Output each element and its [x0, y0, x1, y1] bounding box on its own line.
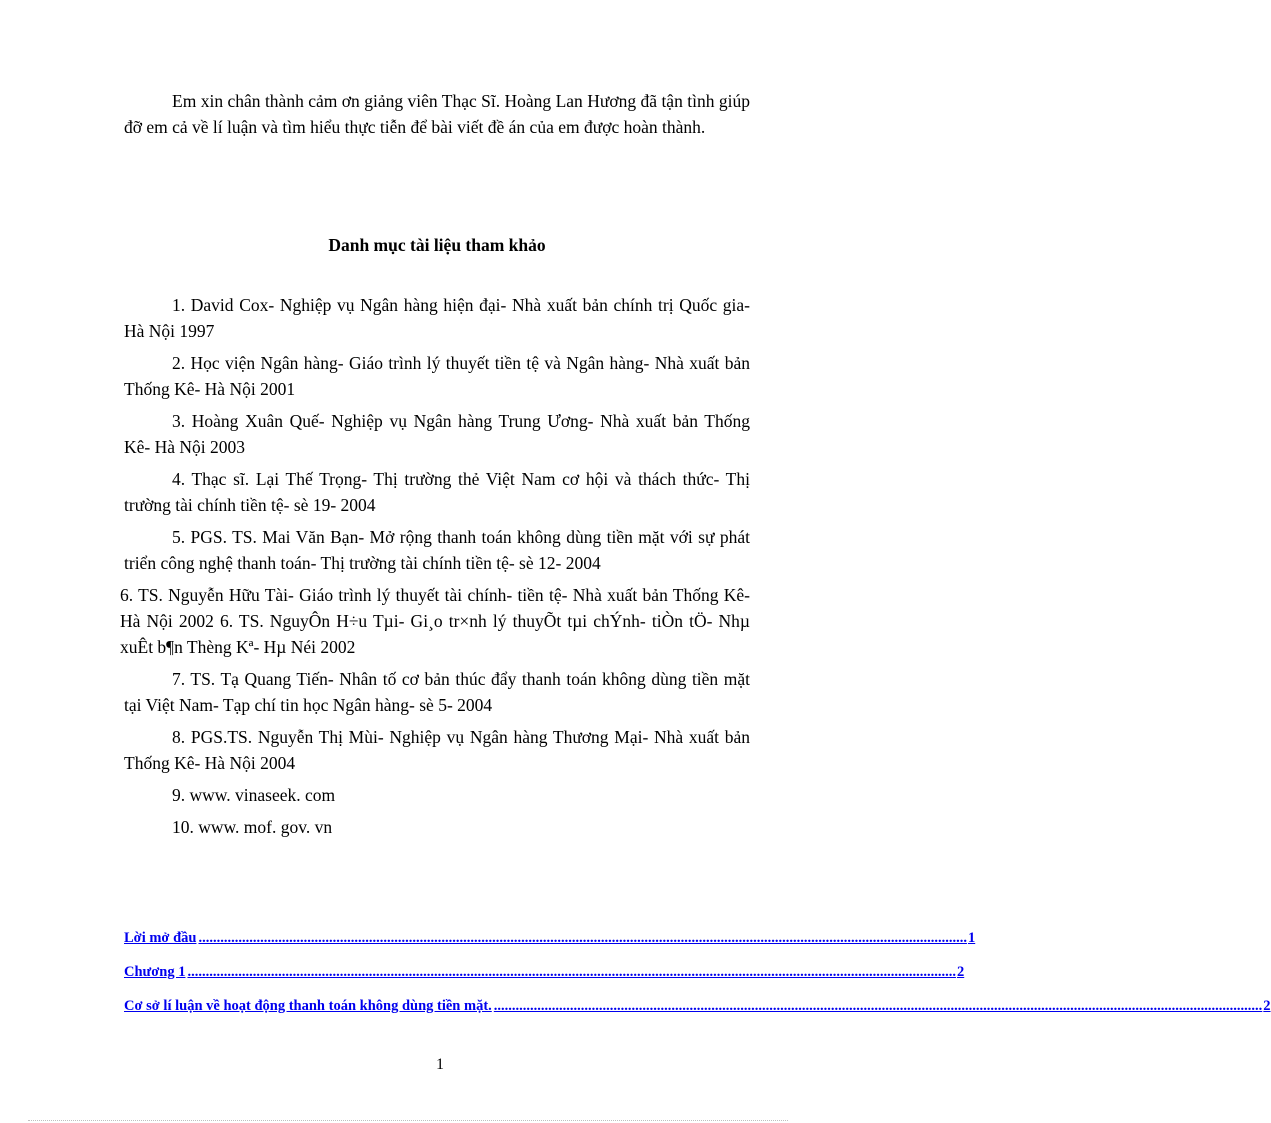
toc-leader-dots: ....................................................................................................................................................................................................................	[187, 964, 956, 980]
toc-link-loi-mo-dau[interactable]	[124, 926, 976, 960]
toc-entry-page: 2	[1263, 998, 1271, 1014]
reference-item: 1. David Cox- Nghiệp vụ Ngân hàng hiện đại- Nhà xuất bản chính trị Quốc gia- Hà Nội 1997	[124, 295, 750, 341]
reference-item: 6. TS. Nguyễn Hữu Tài- Giáo trình lý thuyết tài chính- tiền tệ- Nhà xuất bản Thống Kê- Hà Nội 2002 6. TS. NguyÔn H÷u Tµi- Gi¸o tr×nh lý thuyÕt tµi chÝnh- tiÒn tÖ- Nhµ xuÊt b¶n Thèng Kª- Hµ Néi 2002	[120, 585, 750, 657]
acknowledgement-paragraph: Em xin chân thành cảm ơn giảng viên Thạc Sĩ. Hoàng Lan Hương đã tận tình giúp đỡ em cả về lí luận và tìm hiểu thực tiễn để bài viết đề án của em được hoàn thành.	[124, 91, 750, 137]
reference-item: 8. PGS.TS. Nguyễn Thị Mùi- Nghiệp vụ Ngân hàng Thương Mại- Nhà xuất bản Thống Kê- Hà Nội 2004	[124, 727, 750, 773]
toc-entry-title: Chương 1	[124, 964, 186, 980]
reference-item: 4. Thạc sĩ. Lại Thế Trọng- Thị trường thẻ Việt Nam cơ hội và thách thức- Thị trường tài chính tiền tệ- sè 19- 2004	[124, 469, 750, 515]
toc-link-co-so-li-luan[interactable]	[124, 994, 1271, 1028]
reference-item: 7. TS. Tạ Quang Tiến- Nhân tố cơ bản thúc đẩy thanh toán không dùng tiền mặt tại Việt Nam- Tạp chí tin học Ngân hàng- sè 5- 2004	[124, 669, 750, 715]
references-list	[120, 292, 750, 846]
reference-item: 5. PGS. TS. Mai Văn Bạn- Mở rộng thanh toán không dùng tiền mặt với sự phát triển công nghệ thanh toán- Thị trường tài chính tiền tệ- sè 12- 2004	[124, 527, 750, 573]
reference-item: 2. Học viện Ngân hàng- Giáo trình lý thuyết tiền tệ và Ngân hàng- Nhà xuất bản Thống Kê- Hà Nội 2001	[124, 353, 750, 399]
toc-entry-title: Lời mở đầu	[124, 930, 197, 946]
reference-item: 3. Hoàng Xuân Quế- Nghiệp vụ Ngân hàng Trung Ương- Nhà xuất bản Thống Kê- Hà Nội 2003	[124, 411, 750, 457]
page-number: 1	[436, 1056, 444, 1073]
reference-item: 10. www. mof. gov. vn	[172, 817, 333, 837]
acknowledgement-section	[124, 88, 750, 140]
toc-link-chuong-1[interactable]	[124, 960, 965, 994]
toc-entry-title: Cơ sở lí luận về hoạt động thanh toán không dùng tiền mặt.	[124, 998, 492, 1014]
toc-leader-dots: ....................................................................................................................................................................................................................	[198, 930, 967, 946]
toc-entry-page: 2	[956, 964, 965, 980]
page-edge-divider	[28, 1120, 788, 1121]
toc-leader-dots: ....................................................................................................................................................................................................................	[493, 998, 1263, 1014]
references-title: Danh mục tài liệu tham khảo	[328, 235, 546, 255]
toc-entry-page: 1	[967, 930, 976, 946]
reference-item: 9. www. vinaseek. com	[172, 785, 336, 805]
table-of-contents	[124, 926, 1271, 1028]
